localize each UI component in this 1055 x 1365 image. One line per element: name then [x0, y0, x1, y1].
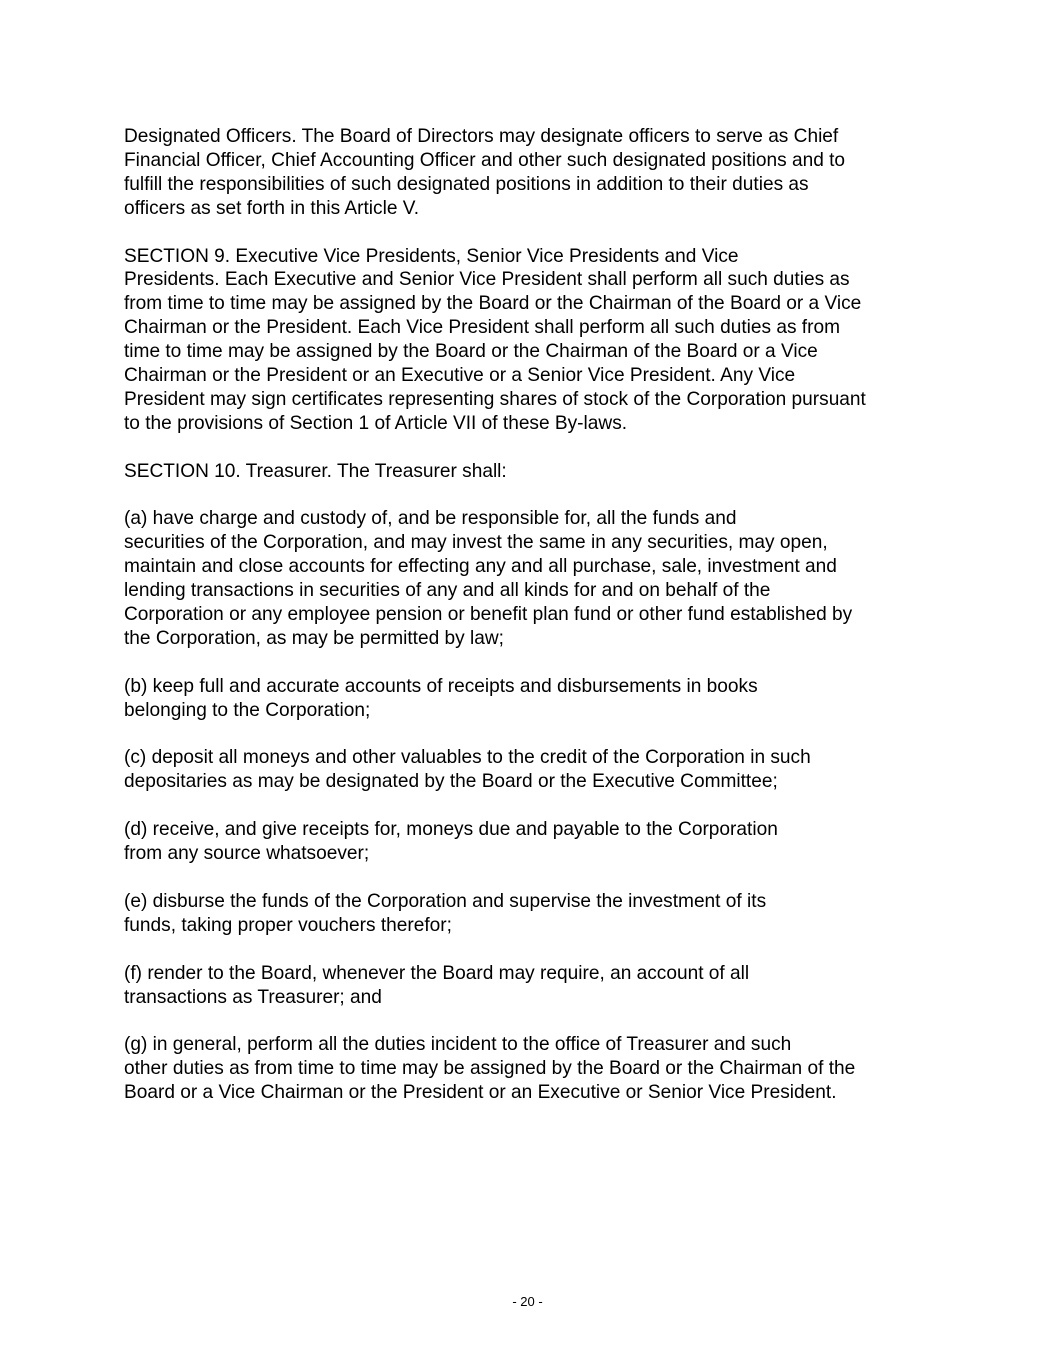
paragraph-item-g: (g) in general, perform all the duties incident to the office of Treasurer and such other duties as from time to time may be assigned by the Board or the Chairman of the Board or a Vice Chairman or the President or an Executive or Senior Vice President.: [124, 1034, 856, 1104]
document-body: [124, 125, 939, 1105]
paragraph-item-c: (c) deposit all moneys and other valuables to the credit of the Corporation in such depositaries as may be designated by the Board or the Executive Committee;: [124, 747, 811, 793]
paragraph-section-9: SECTION 9. Executive Vice Presidents, Senior Vice Presidents and Vice Presidents. Each Executive and Senior Vice President shall perform all such duties as from time to time may be assigned by the Board or the Chairman of the Board or a Vice Chairman or the President. Each Vice President shall perform all such duties as from time to time may be assigned by the Board or the Chairman of the Board or a Vice Chairman or the President or an Executive or a Senior Vice President. Any Vice President may sign certificates representing shares of stock of the Corporation pursuant to the provisions of Section 1 of Article VII of these By-laws.: [124, 245, 866, 434]
paragraph-item-e: (e) disburse the funds of the Corporation and supervise the investment of its funds, taking proper vouchers therefor;: [124, 890, 767, 936]
paragraph-item-d: (d) receive, and give receipts for, moneys due and payable to the Corporation from any source whatsoever;: [124, 819, 778, 865]
paragraph-designated-officers: Designated Officers. The Board of Directors may designate officers to serve as Chief Financial Officer, Chief Accounting Officer and other such designated positions and to fulfill the responsibilities of such designated positions in addition to their duties as officers as set forth in this Article V.: [124, 126, 846, 219]
paragraph-item-b: (b) keep full and accurate accounts of receipts and disbursements in books belonging to the Corporation;: [124, 675, 758, 721]
page-number: - 20 -: [512, 1294, 543, 1309]
paragraph-item-f: (f) render to the Board, whenever the Board may require, an account of all transactions as Treasurer; and: [124, 962, 750, 1008]
paragraph-item-a: (a) have charge and custody of, and be responsible for, all the funds and securities of the Corporation, and may invest the same in any securities, may open, maintain and close accounts for effecting any and all purchase, sale, investment and lending transactions in securities of any and all kinds for and on behalf of the Corporation or any employee pension or benefit plan fund or other fund established by the Corporation, as may be permitted by law;: [124, 508, 853, 649]
paragraph-section-10: SECTION 10. Treasurer. The Treasurer shall:: [124, 460, 507, 482]
